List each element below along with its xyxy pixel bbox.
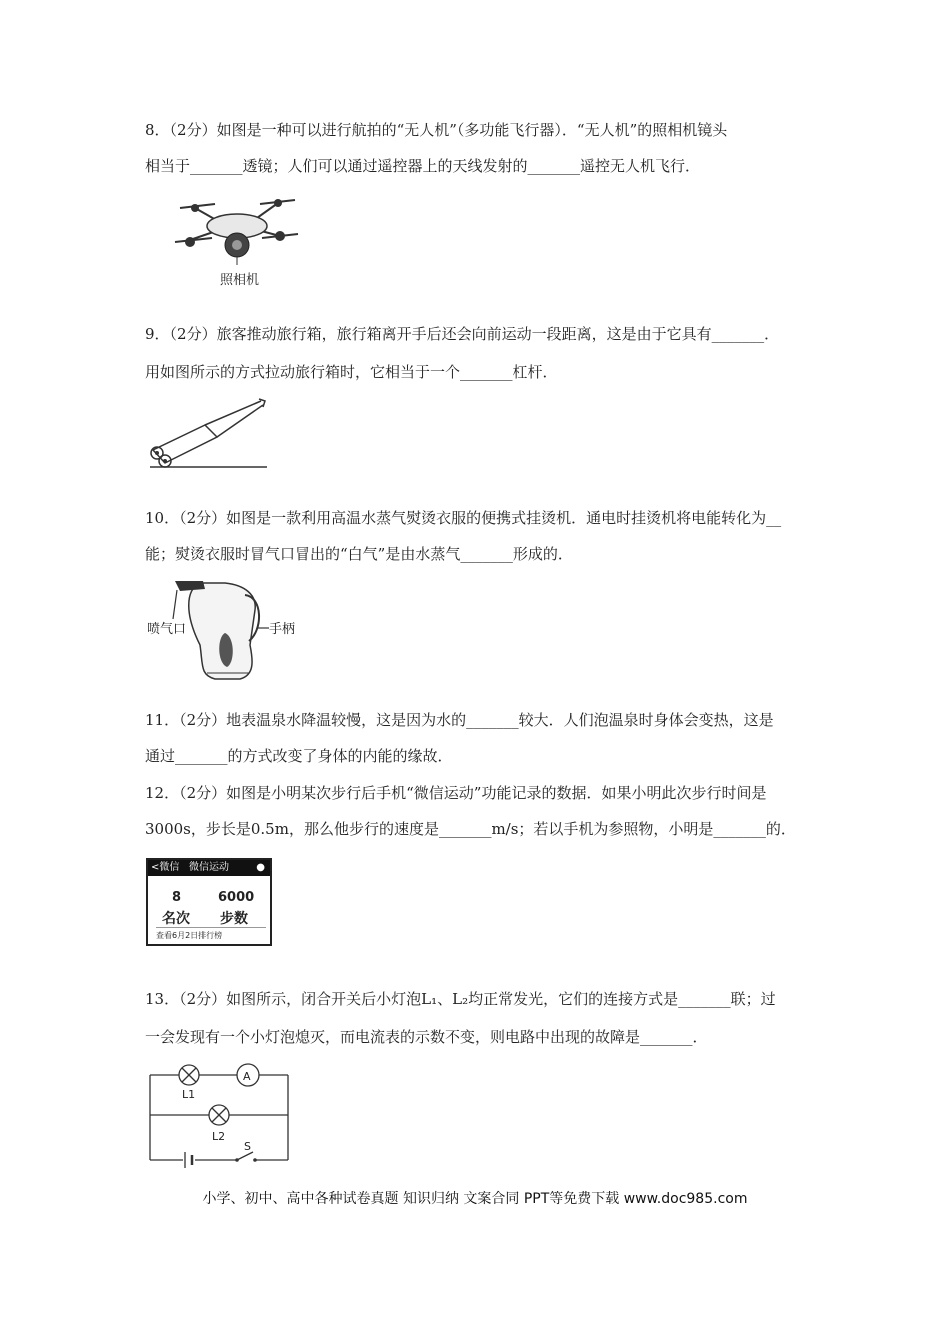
question-9-line-2: 用如图所示的方式拉动旅行箱时，它相当于一个_______杠杆． — [145, 363, 558, 381]
question-13-line-2: 一会发现有一个小灯泡熄灭，而电流表的示数不变，则电路中出现的故障是_______． — [145, 1028, 708, 1046]
rank-label: 名次 — [162, 911, 190, 927]
steamer-figure — [145, 575, 305, 687]
question-9-line-1: 9．（2分）旅客推动旅行箱，旅行箱离开手后还会向前运动一段距离，这是由于它具有_______． — [145, 325, 780, 343]
l1-label: L1 — [182, 1088, 196, 1101]
drone-figure — [170, 190, 305, 290]
handle-label: 手柄 — [269, 622, 296, 637]
suitcase-figure — [145, 395, 270, 475]
question-12-line-1: 12．（2分）如图是小明某次步行后手机“微信运动”功能记录的数据．如果小明此次步行时间是 — [145, 784, 767, 802]
steps-value: 6000 — [218, 890, 255, 905]
question-12-line-2: 3000s，步长是0.5m，那么他步行的速度是_______m/s；若以手机为参照物，小明是_______的． — [145, 820, 796, 838]
l2-label: L2 — [212, 1130, 226, 1143]
person-icon: ● — [256, 862, 265, 873]
question-8-line-1: 8．（2分）如图是一种可以进行航拍的“无人机”（多功能飞行器）．“无人机”的照相机镜头 — [145, 121, 728, 139]
camera-label: 照相机 — [220, 273, 260, 288]
ammeter-label: A — [243, 1070, 251, 1083]
question-10-line-1: 10．（2分）如图是一款利用高温水蒸气熨烫衣服的便携式挂烫机．通电时挂烫机将电能转化为__ — [145, 509, 782, 527]
steps-label: 步数 — [220, 911, 248, 927]
rank-value: 8 — [172, 890, 182, 905]
nozzle-label: 喷气口 — [147, 622, 187, 637]
switch-label: S — [244, 1140, 251, 1153]
question-8-line-2: 相当于_______透镜；人们可以通过遥控器上的天线发射的_______遥控无人机飞行． — [145, 157, 701, 175]
question-11-line-1: 11．（2分）地表温泉水降温较慢，这是因为水的_______较大．人们泡温泉时身体会变热，这是 — [145, 711, 774, 729]
page-footer: 小学、初中、高中各种试卷真题 知识归纳 文案合同 PPT等免费下载 www.doc985.com — [202, 1191, 748, 1207]
back-link: <微信 — [151, 862, 180, 873]
phone-title-bar — [148, 860, 270, 876]
question-11-line-2: 通过_______的方式改变了身体的内能的缘故． — [145, 747, 453, 765]
wechat-sport-screenshot — [146, 858, 272, 946]
ranking-footer: 查看6月2日排行榜 — [156, 927, 266, 941]
circuit-diagram — [145, 1060, 295, 1170]
question-13-line-1: 13．（2分）如图所示，闭合开关后小灯泡L₁、L₂均正常发光，它们的连接方式是_______联；过 — [145, 990, 776, 1008]
phone-title: 微信运动 — [189, 862, 229, 873]
question-10-line-2: 能；熨烫衣服时冒气口冒出的“白气”是由水蒸气_______形成的． — [145, 545, 573, 563]
